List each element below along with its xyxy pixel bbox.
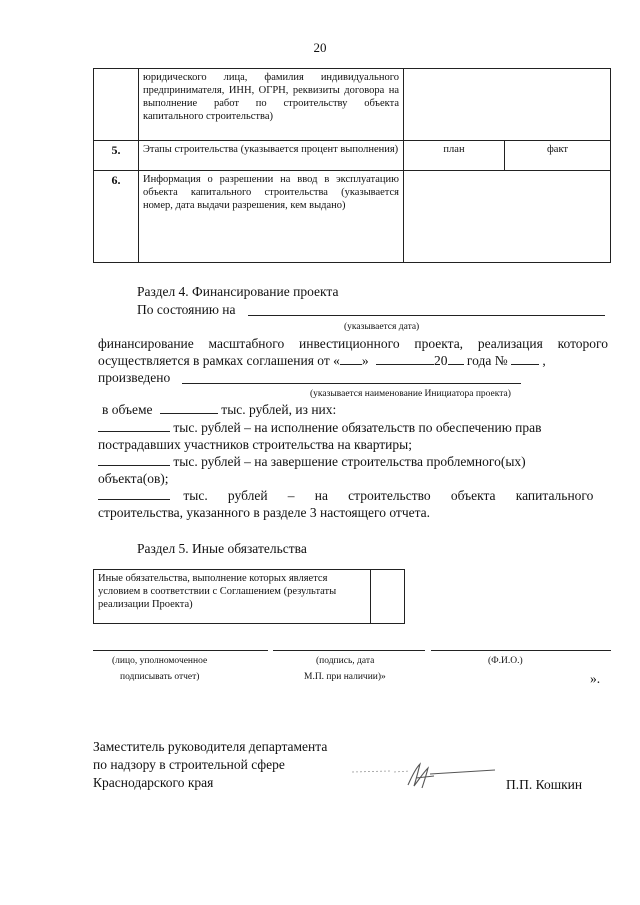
signer-caption-b: подписывать отчет) — [120, 672, 200, 682]
row-description: Информация о разрешении на ввод в эксплуатацию объекта капитального строительства (указывается номер, дата выдачи разрешения, кем выдано) — [139, 171, 404, 263]
name-caption: (Ф.И.О.) — [488, 656, 523, 666]
official-title-line-3: Краснодарского края — [93, 775, 214, 790]
item-1-text-b: пострадавших участников строительства на квартиры; — [98, 437, 412, 452]
section-5-title: Раздел 5. Иные обязательства — [137, 541, 307, 556]
volume-line — [102, 401, 336, 418]
row-number: 5. — [94, 141, 139, 171]
agreement-from-label: осуществляется в рамках соглашения от « — [98, 353, 340, 368]
handwritten-signature — [350, 758, 500, 794]
table-row — [94, 171, 611, 263]
signature-caption-b: М.П. при наличии)» — [304, 672, 386, 682]
item-3-text-b: строительства, указанного в разделе 3 настоящего отчета. — [98, 505, 431, 520]
signer-line — [93, 650, 268, 651]
signer-caption-a: (лицо, уполномоченное — [112, 656, 208, 666]
row-description: Этапы строительства (указывается процент выполнения) — [139, 141, 404, 171]
item-1-blank — [98, 419, 170, 432]
volume-unit: тыс. рублей, из них: — [221, 402, 337, 417]
year-blank — [448, 352, 464, 365]
official-name: П.П. Кошкин — [506, 777, 583, 792]
item-3-text-a: тыс. рублей – на строительство объекта капитального — [183, 488, 594, 503]
row-number — [94, 69, 139, 141]
number-blank — [511, 352, 539, 365]
financing-line-2: осуществляется в рамках соглашения от « » 20 года № , — [98, 353, 546, 368]
signature-line — [273, 650, 425, 651]
as-of-label: По состоянию на — [137, 302, 236, 317]
item-1-line — [98, 419, 610, 436]
day-blank — [340, 352, 362, 365]
row-value — [404, 69, 611, 141]
item-3-line — [98, 487, 610, 504]
volume-label: в объеме — [102, 402, 153, 417]
item-2-text-b: объекта(ов); — [98, 471, 169, 486]
row-number: 6. — [94, 171, 139, 263]
table-row — [94, 570, 405, 624]
item-2-blank — [98, 453, 170, 466]
project-info-table — [93, 68, 611, 263]
official-title-line-2: по надзору в строительной сфере — [93, 757, 285, 772]
number-label: года № — [466, 353, 508, 368]
row-value — [404, 171, 611, 263]
date-hint: (указывается дата) — [344, 322, 420, 332]
initiator-blank — [182, 383, 521, 384]
obligations-description: Иные обязательства, выполнение которых является условием в соответствии с Соглашением (результаты реализации Проекта) — [94, 570, 371, 624]
item-2-line — [98, 453, 610, 470]
section-4-title: Раздел 4. Финансирование проекта — [137, 284, 339, 299]
other-obligations-table — [93, 569, 405, 624]
official-title-line-1: Заместитель руководителя департамента — [93, 739, 328, 754]
produced-label: произведено — [98, 370, 171, 385]
table-row — [94, 141, 611, 171]
signature-caption-a: (подпись, дата — [316, 656, 375, 666]
initiator-hint: (указывается наименование Инициатора проекта) — [310, 389, 511, 399]
item-2-text-a: тыс. рублей – на завершение строительства проблемного(ых) — [173, 454, 526, 469]
financing-line-1: финансирование масштабного инвестиционного проекта, реализация которого — [98, 336, 608, 351]
fact-cell: факт — [505, 141, 611, 171]
quote-close: » — [361, 353, 369, 368]
volume-blank — [160, 401, 218, 414]
date-blank — [248, 315, 605, 316]
closing-quote: ». — [590, 671, 601, 686]
plan-cell: план — [404, 141, 505, 171]
obligations-value — [371, 570, 405, 624]
table-row — [94, 69, 611, 141]
item-1-text-a: тыс. рублей – на исполнение обязательств по обеспечению прав — [173, 420, 542, 435]
month-blank — [376, 352, 434, 365]
year-prefix: 20 — [434, 353, 448, 368]
item-3-blank — [98, 487, 170, 500]
name-line — [431, 650, 611, 651]
page-number: 20 — [313, 40, 327, 55]
row-description: юридического лица, фамилия индивидуального предпринимателя, ИНН, ОГРН, реквизиты договора на выполнение работ по строительству объекта капитального строительства) — [139, 69, 404, 141]
